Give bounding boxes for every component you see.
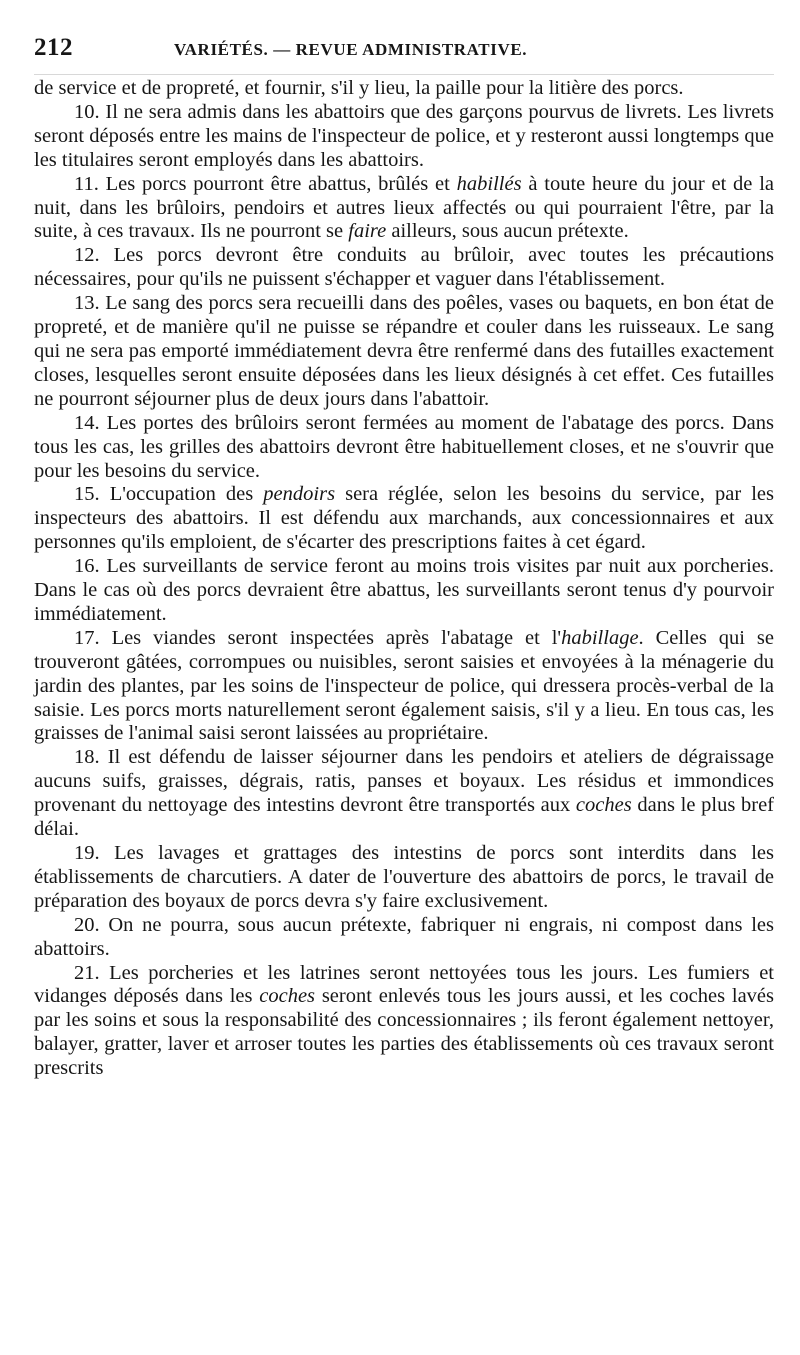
text-run: 16. Les surveillants de service feront au moins trois visites par nuit aux porcheries. Dans le cas où des porcs devraient être abattus, les surveillants seront tenus d'y pourvoir immédiatement. [34, 555, 774, 625]
text-run: 20. On ne pourra, sous aucun prétexte, fabriquer ni engrais, ni compost dans les abattoirs. [34, 913, 774, 960]
italic-term: coches [575, 794, 632, 817]
text-run: 11. Les porcs pourront être abattus, brûlés et [74, 172, 457, 195]
body-text [34, 77, 774, 1081]
text-run: 10. Il ne sera admis dans les abattoirs que des garçons pourvus de livrets. Les livrets seront déposés entre les mains de l'inspecteur de police, et y resteront aussi longtemps que les titulaires seront employés dans les abattoirs. [34, 100, 774, 171]
text-run: 17. Les viandes seront inspectées après l'abatage et l' [74, 626, 562, 649]
article-14 [34, 412, 774, 484]
text-run: . Celles qui se trouveront gâtées, corrompues ou nuisibles, seront saisies et envoyées à la ménagerie du jardin des plantes, par les soins de l'inspecteur de police, qui dressera procès-verbal de la saisie. Les porcs morts naturellement seront également saisis, s'il y a lieu. En tous cas, les graisses de l'animal saisi seront laissées au propriétaire. [34, 626, 774, 745]
text-run: seront enlevés tous les jours aussi, et les coches lavés par les soins et sous la responsabilité des concessionnaires ; ils feront également nettoyer, balayer, gratter, laver et arroser toutes les parties des établissements où ces travaux seront prescrits [34, 985, 774, 1080]
text-run: ailleurs, sous aucun prétexte. [386, 220, 629, 243]
text-run: sera réglée, selon les besoins du service, par les inspecteurs des abattoirs. Il est défendu aux marchands, aux concessionnaires et aux personnes qu'ils emploient, de s'écarter des prescriptions faites à cet égard. [34, 483, 774, 554]
running-title: VARIÉTÉS. — REVUE ADMINISTRATIVE. [174, 40, 528, 59]
page-number: 212 [34, 34, 73, 61]
article-13 [34, 292, 774, 412]
article-12 [34, 244, 774, 292]
text-run: de service et de propreté, et fournir, s'il y lieu, la paille pour la litière des porcs. [34, 77, 684, 99]
article-20 [34, 914, 774, 962]
text-run: 14. Les portes des brûloirs seront fermées au moment de l'abatage des porcs. Dans tous les cas, les grilles des abattoirs devront être habituellement closes, et ne s'ouvrir que pour les besoins du service. [34, 411, 774, 482]
text-run: 12. Les porcs devront être conduits au brûloir, avec toutes les précautions nécessaires, pour qu'ils ne puissent s'échapper et vaguer dans l'établissement. [34, 244, 774, 291]
article-16 [34, 555, 774, 627]
paragraph-continuation [34, 77, 774, 101]
article-10 [34, 101, 774, 173]
italic-term: pendoirs [263, 483, 336, 506]
article-17 [34, 627, 774, 747]
text-run: 15. L'occupation des [74, 483, 264, 506]
italic-term: habillage [561, 626, 639, 649]
text-run: à toute heure du jour et de la nuit, dans les brûloirs, pendoirs et autres lieux affectés ou qui pourraient l'être, par la suite, à ces travaux. Ils ne pourront se [34, 172, 774, 243]
article-18 [34, 746, 774, 842]
italic-term: habillés [456, 172, 522, 195]
text-run: dans le plus bref délai. [34, 794, 775, 841]
text-run: 18. Il est défendu de laisser séjourner dans les pendoirs et ateliers de dégraissage aucuns suifs, graisses, dégrais, ratis, panses et boyaux. Les résidus et immondices provenant du nettoyage des intestins devront être transportés aux [34, 746, 774, 817]
text-run: 21. Les porcheries et les latrines seront nettoyées tous les jours. Les fumiers et vidanges déposés dans les [34, 961, 774, 1008]
article-15 [34, 483, 774, 555]
article-11 [34, 173, 774, 245]
text-run: 19. Les lavages et grattages des intestins de porcs sont interdits dans les établissements de charcutiers. A dater de l'ouverture des abattoirs de porcs, le travail de préparation des boyaux de porcs devra s'y faire exclusivement. [34, 842, 774, 912]
italic-term: coches [259, 985, 316, 1008]
italic-term: faire [348, 220, 387, 243]
document-page [34, 34, 774, 1081]
text-run: 13. Le sang des porcs sera recueilli dans des poêles, vases ou baquets, en bon état de propreté, et de manière qu'il ne puisse se répandre et couler dans les ruisseaux. Le sang qui ne sera pas emporté immédiatement devra être renfermé dans des futailles exactement closes, lesquelles seront ensuite déposées dans les lieux désignés à cet effet. Ces futailles ne pourront séjourner plus de deux jours dans l'abattoir. [34, 292, 774, 410]
article-19 [34, 842, 774, 914]
running-header [34, 34, 774, 75]
article-21 [34, 962, 774, 1082]
